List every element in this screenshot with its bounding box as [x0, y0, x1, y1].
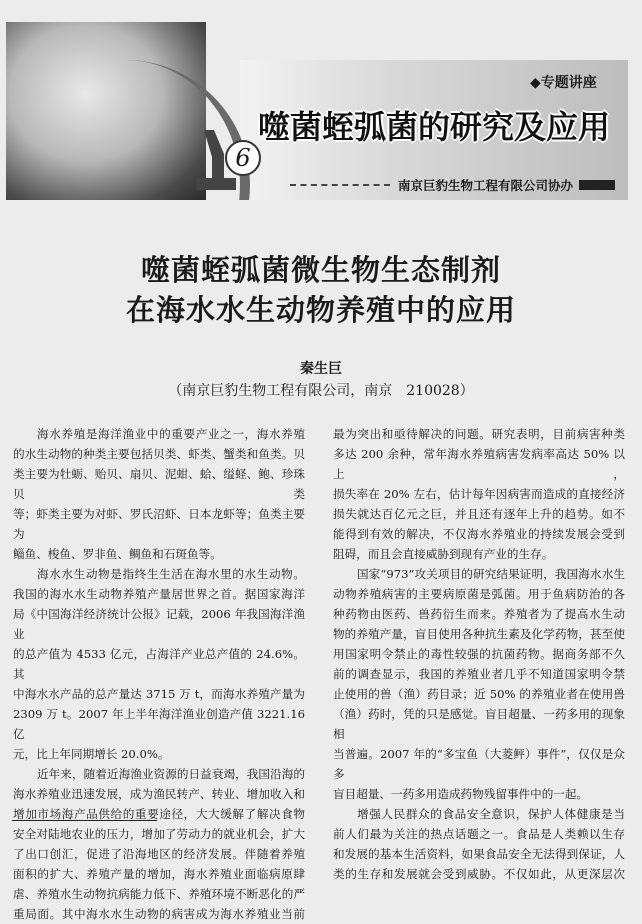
text-line: 前人们最为关注的热点话题之一。食品是人类赖以生存 [333, 827, 625, 841]
text-line: 止使用的兽（渔）药目录；近 50% 的养殖业者在使用兽 [333, 687, 625, 701]
text-line: 多达 200 余种，常年海水养殖病害发病率高达 50% 以上， [333, 447, 625, 481]
text-line: 安全对陆地农业的压力，增加了劳动力的就业机会，扩大 [13, 827, 305, 841]
text-line: 和发展的基本生活资料，如果食品安全无法得到保证，人 [333, 847, 625, 861]
paragraph [13, 764, 305, 924]
text-line: 国家“973”攻关项目的研究结果证明，我国海水水生 [357, 567, 625, 581]
text-line: 面积的扩大、养殖产量的增加，海水养殖业面临病原肆 [13, 867, 305, 881]
text-line: 海水水生动物是指终生生活在海水里的水生动物。 [37, 567, 305, 581]
text-line: 海水养殖业迅速发展，成为渔民转产、转业、增加收入和 [13, 787, 305, 801]
text-line: 元，比上年同期增长 20.0%。 [13, 747, 170, 761]
issue-number-badge: 6 [225, 140, 261, 176]
text-line: 近年来，随着近海渔业资源的日益衰竭，我国沿海的 [37, 767, 305, 781]
text-line: 的水生动物的种类主要包括贝类、虾类、蟹类和鱼类。贝 [13, 447, 305, 461]
sponsor-line [290, 176, 615, 194]
text-line: 的总产值为 4533 亿元，占海洋产业总产值的 24.6%。其 [13, 647, 305, 681]
paragraph [13, 564, 305, 764]
text-line: 能得到有效的解决，不仅海水养殖业的持续发展会受到 [333, 527, 625, 541]
paragraph [13, 424, 305, 564]
dashed-divider [290, 184, 390, 186]
article-title-line2: 在海水水生动物养殖中的应用 [125, 293, 516, 327]
series-label: ◆专题讲座 [530, 75, 597, 91]
text-line: 我国的海水水生动物养殖产量居世界之首。据国家海洋 [13, 587, 305, 601]
text-line: 最为突出和亟待解决的问题。研究表明，目前病害种类 [333, 427, 625, 441]
column-title: 噬菌蛭弧菌的研究及应用 [258, 108, 611, 146]
sponsor-text: 南京巨豹生物工程有限公司协办 [398, 178, 574, 193]
text-line: 类主要为牡蛎、贻贝、扇贝、泥蚶、蛤、缢蛏、鲍、珍珠贝类 [13, 467, 305, 501]
text-line: 2309 万 t。2007 年上半年海洋渔业创造产值 3221.16 亿 [13, 707, 305, 741]
body-column-left [13, 424, 305, 924]
text-line: 损失率在 20% 左右，估计每年因病害而造成的直接经济 [333, 487, 625, 501]
text-line: 种药物由医药、兽药衍生而来。养殖者为了提高水生动 [333, 607, 625, 621]
text-line: 物的养殖产量，盲目使用各种抗生素及化学药物，甚至使 [333, 627, 625, 641]
text-line: 鲻鱼、梭鱼、罗非鱼、鲷鱼和石斑鱼等。 [13, 547, 222, 561]
text-line: 等；虾类主要为对虾、罗氏沼虾、日本龙虾等；鱼类主要为 [13, 507, 305, 541]
text-line: 海水养殖是海洋渔业中的重要产业之一，海水养殖 [37, 427, 305, 441]
text-line: 当普遍。2007 年的“多宝鱼（大菱鲆）事件”，仅仅是众多 [333, 747, 625, 781]
text-line: 了出口创汇，促进了沿海地区的经济发展。伴随着养殖 [13, 847, 305, 861]
text-line: 重局面。其中海水水生动物的病害成为海水养殖业当前 [13, 907, 305, 921]
text-line: 类的生存和发展就会受到威胁。不仅如此，从更深层次 [333, 867, 625, 881]
paragraph [333, 564, 625, 804]
text-line: 阻碍，而且会直接威胁到现有产业的生存。 [333, 547, 554, 561]
footnote-rule [12, 820, 157, 821]
paragraph [333, 424, 625, 564]
text-line: 用国家明令禁止的毒性较强的抗菌药物。据商务部不久 [333, 647, 625, 661]
text-line: （渔）药时，凭的只是感觉。盲目超量、一药多用的现象相 [333, 707, 625, 741]
text-line: 盲目超量、一药多用造成药物残留事件中的一起。 [333, 787, 589, 801]
body-column-right [333, 424, 625, 884]
text-line: 损失就达百亿元之巨，并且还有逐年上升的趋势。如不 [333, 507, 625, 521]
text-line: 前的调查显示，我国的养殖业者几乎不知道国家明令禁 [333, 667, 625, 681]
text-line: 增加市场海产品供给的重要途径，大大缓解了解决食物 [13, 807, 305, 821]
article-author: 秦生巨 [300, 361, 342, 377]
text-line: 局《中国海洋经济统计公报》记载，2006 年我国海洋渔业 [13, 607, 305, 641]
paragraph [333, 804, 625, 884]
article-title-line1: 噬菌蛭弧菌微生物生态制剂 [140, 253, 501, 287]
text-line: 虐、养殖水生动物抗病能力低下、养殖环境不断恶化的严 [13, 887, 305, 901]
text-line: 增强人民群众的食品安全意识，保护人体健康是当 [357, 807, 625, 821]
text-line: 中海水水产品的总产量达 3715 万 t，而海水养殖产量为 [13, 687, 305, 701]
text-line: 动物养殖病害的主要病原菌是弧菌。用于鱼病防治的各 [333, 587, 625, 601]
sponsor-bar [579, 180, 615, 190]
article-affiliation: （南京巨豹生物工程有限公司，南京 210028） [168, 383, 474, 399]
